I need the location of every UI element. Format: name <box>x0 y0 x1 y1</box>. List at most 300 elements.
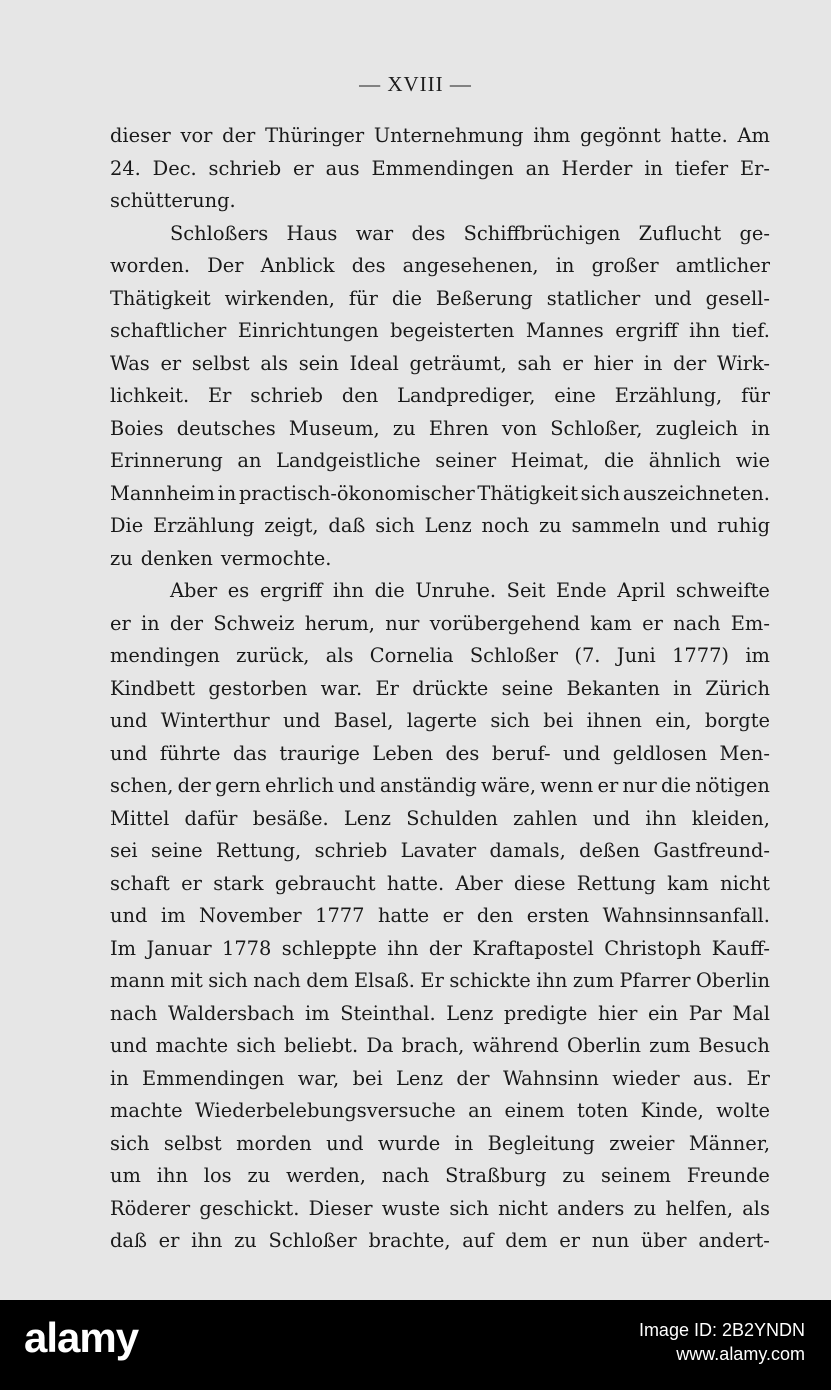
word: Oberlin <box>567 1034 641 1057</box>
word: ihn <box>645 806 677 830</box>
word: in <box>454 1131 474 1155</box>
word: in <box>555 254 575 277</box>
word: Schiffbrüchigen <box>463 221 621 245</box>
word: tief. <box>731 319 770 342</box>
word: beruf- <box>491 741 551 765</box>
brand-logo: alamy <box>24 1314 139 1361</box>
word: dafür <box>184 806 238 830</box>
word: schaftlicher <box>110 319 227 342</box>
word: Erzählung <box>153 514 255 537</box>
word: Lenz <box>446 1001 494 1025</box>
word: denken <box>140 546 213 570</box>
word: gebraucht <box>274 871 376 895</box>
word: vor <box>180 124 213 147</box>
word: Erinnerung <box>110 449 223 472</box>
word: an <box>237 449 262 472</box>
word: Par <box>688 1001 722 1025</box>
word: Unternehmung <box>373 124 524 147</box>
word: wäre, <box>480 774 537 797</box>
word: ergriff <box>615 319 678 342</box>
word: im <box>160 904 186 927</box>
word: April <box>617 579 666 602</box>
word: Mannheim <box>110 481 215 505</box>
word: geträumt, <box>409 351 507 375</box>
word: begeisterten <box>390 319 515 342</box>
word: kleiden, <box>691 806 770 830</box>
word: 1777 <box>315 904 365 927</box>
word: in <box>217 481 237 505</box>
word: Im <box>110 936 137 960</box>
word: schweifte <box>675 579 770 602</box>
text-line <box>110 250 770 283</box>
word: seine <box>501 676 554 700</box>
word: sich <box>449 1196 489 1220</box>
text-line <box>110 673 770 706</box>
word: wuste <box>381 1196 441 1220</box>
word: Rettung <box>576 871 656 895</box>
word: zu <box>633 1196 657 1220</box>
word: anders <box>557 1196 625 1220</box>
word: bei <box>352 1066 383 1090</box>
word: schickte <box>449 969 531 992</box>
word: gern <box>215 774 261 797</box>
word: er <box>158 1229 180 1252</box>
word: den <box>476 904 514 927</box>
word: Bekanten <box>566 676 660 700</box>
word: eine <box>554 384 596 407</box>
word: ihn <box>689 319 721 342</box>
word: der <box>428 936 463 960</box>
image-id: Image ID: 2B2YNDN <box>638 1320 805 1340</box>
word: selbst <box>191 351 250 375</box>
word: Schloßer, <box>550 416 643 440</box>
word: diese <box>513 871 566 895</box>
word: er <box>559 1229 580 1252</box>
word: Begleitung <box>487 1131 595 1155</box>
word: wenn <box>540 774 594 797</box>
word: Er <box>208 384 232 407</box>
text-line <box>110 1193 770 1226</box>
word: Emmendingen <box>142 1066 285 1090</box>
word: er <box>160 351 182 375</box>
text-line <box>110 608 770 641</box>
stock-footer-bar <box>0 1300 831 1390</box>
text-line <box>110 478 770 511</box>
word: Rettung, <box>215 839 302 862</box>
word: Freunde <box>686 1164 770 1187</box>
word: Steinthal. <box>340 1001 436 1025</box>
word: die <box>374 579 405 602</box>
word: Einrichtungen <box>237 319 379 342</box>
word: und <box>110 709 148 732</box>
text-line <box>110 1030 770 1063</box>
word: als <box>260 351 289 375</box>
word: ein <box>648 1001 679 1025</box>
word: auf <box>462 1229 494 1252</box>
word: Oberlin <box>696 969 770 992</box>
word: werden, <box>286 1164 366 1187</box>
text-line <box>110 803 770 836</box>
word: nun <box>591 1229 630 1252</box>
text-line <box>110 933 770 966</box>
word: Christoph <box>604 936 702 960</box>
word: Januar <box>146 936 212 960</box>
word: Men- <box>719 741 770 765</box>
word: ihnen <box>586 709 642 732</box>
word: sah <box>517 351 552 375</box>
word: seine <box>151 839 203 862</box>
word: zeigt, <box>264 514 319 537</box>
word: stark <box>213 871 264 895</box>
page-number: — XVIII — <box>359 72 472 96</box>
word: wirkenden, <box>224 286 335 310</box>
word: Wahnsinn <box>502 1066 599 1090</box>
word: schrieb <box>250 384 323 407</box>
word: gestorben <box>208 676 308 700</box>
text-line <box>110 998 770 1031</box>
word: Der <box>207 254 244 277</box>
word: morden <box>236 1131 312 1155</box>
word: dieser <box>110 124 171 147</box>
word: der <box>673 351 707 375</box>
word: ein, <box>655 709 692 732</box>
word: seiner <box>435 449 497 472</box>
word: kam <box>590 611 632 635</box>
word: deutsches <box>176 416 276 440</box>
word: daß <box>328 514 366 537</box>
word: hatte. <box>670 124 728 147</box>
word: drückte <box>412 676 489 700</box>
word: toten <box>576 1099 629 1122</box>
word: nicht <box>720 871 770 895</box>
word: an <box>468 1099 493 1122</box>
word: war, <box>297 1066 340 1090</box>
word: Zuflucht <box>638 221 722 245</box>
word: Aber <box>455 871 503 895</box>
word: machte <box>155 1034 229 1057</box>
word: lichkeit. <box>110 384 190 407</box>
word: ehrlich <box>264 774 334 797</box>
word: ähnlich <box>648 449 722 472</box>
word: und <box>654 286 692 310</box>
word: zahlen <box>513 806 578 830</box>
word: im <box>305 1001 330 1025</box>
word: Mal <box>732 1001 770 1025</box>
word: in <box>751 416 770 440</box>
word: er <box>562 351 583 375</box>
text-line <box>110 315 770 348</box>
word: Unruhe. <box>415 579 497 602</box>
word: kam <box>667 871 709 895</box>
word: Er- <box>739 156 770 180</box>
word: machte <box>110 1099 183 1122</box>
word: ihn <box>387 936 419 960</box>
word: Zürich <box>705 676 770 700</box>
word: schütterung. <box>110 189 236 212</box>
word: zum <box>572 969 614 992</box>
stock-info <box>639 1318 805 1366</box>
word: Lenz <box>396 1066 444 1090</box>
word: sei <box>110 839 138 862</box>
word: und <box>326 1131 364 1155</box>
word: traurige <box>279 741 360 765</box>
word: schrieb <box>314 839 388 862</box>
word: sich <box>236 1034 276 1057</box>
text-line <box>110 348 770 381</box>
word: es <box>227 579 250 602</box>
word: Waldersbach <box>168 1001 295 1025</box>
word: Elsaß. <box>353 969 415 992</box>
text-line <box>110 283 770 316</box>
word: herum, <box>304 611 375 635</box>
word: anständig <box>379 774 477 797</box>
word: nach <box>110 1001 158 1025</box>
word: und <box>669 514 708 537</box>
word: Er <box>375 676 399 700</box>
word: 1778 <box>222 936 272 960</box>
word: Juni <box>616 644 656 667</box>
word: Was <box>110 351 150 375</box>
word: an <box>525 156 550 180</box>
word: Mittel <box>110 806 170 830</box>
word: Schloßer <box>469 644 559 667</box>
word: Am <box>737 124 770 147</box>
word: das <box>233 741 267 765</box>
word: ihn <box>191 1229 223 1252</box>
word: deßen <box>579 839 640 862</box>
word: war <box>355 221 394 245</box>
word: im <box>745 644 770 667</box>
word: nach <box>673 611 721 635</box>
word: zum <box>649 1034 691 1057</box>
word: noch <box>481 514 530 537</box>
word: den <box>341 384 379 407</box>
word: Straßburg <box>445 1164 547 1187</box>
word: Schloßers <box>170 221 269 245</box>
word: des <box>351 254 386 277</box>
word: schleppte <box>281 936 377 960</box>
word: 1777) <box>672 644 729 667</box>
word: Beßerung <box>435 286 533 310</box>
word: Kindbett <box>110 676 196 700</box>
text-line <box>110 965 770 998</box>
word: aus. <box>692 1066 734 1090</box>
word: und <box>562 741 601 765</box>
word: sich <box>110 1131 150 1155</box>
word: war. <box>320 676 363 700</box>
word: geschickt. <box>199 1196 300 1220</box>
word: nur <box>385 611 420 635</box>
word: die <box>661 774 692 797</box>
word: brachte, <box>368 1229 451 1252</box>
word: zu <box>562 1164 586 1187</box>
word: Ende <box>556 579 607 602</box>
text-line <box>110 445 770 478</box>
word: sich <box>208 969 248 992</box>
word: selbst <box>163 1131 222 1155</box>
text-line <box>110 770 770 803</box>
word: als <box>325 644 354 667</box>
word: als <box>742 1196 770 1220</box>
word: dem <box>306 969 349 992</box>
word: Pfarrer <box>619 969 691 992</box>
word: practisch-ökonomischer <box>238 481 475 505</box>
text-line <box>110 575 770 608</box>
word: zu <box>392 416 416 440</box>
word: besäße. <box>252 806 329 830</box>
word: von <box>501 416 538 440</box>
word: Herder <box>561 156 633 180</box>
text-line <box>110 120 770 153</box>
word: sammeln <box>571 514 660 537</box>
word: er <box>181 871 202 895</box>
word: beliebt. <box>284 1034 359 1057</box>
word: Thätigkeit <box>477 481 579 505</box>
word: die <box>603 449 635 472</box>
word: Röderer <box>110 1196 191 1220</box>
text-line <box>110 738 770 771</box>
word: Da <box>366 1034 394 1057</box>
text-line <box>110 1128 770 1161</box>
word: Landgeistliche <box>276 449 421 472</box>
word: der <box>177 774 211 797</box>
word: auszeichneten. <box>622 481 770 505</box>
word: wieder <box>612 1066 680 1090</box>
word: Leben <box>372 741 434 765</box>
word: ihm <box>533 124 571 147</box>
word: Seit <box>506 579 546 602</box>
word: ihn <box>156 1164 188 1187</box>
word: los <box>203 1164 232 1187</box>
word: zu <box>234 1229 257 1252</box>
word: Museum, <box>288 416 380 440</box>
word: der <box>222 124 256 147</box>
text-line <box>110 185 770 218</box>
word: Die <box>110 514 144 537</box>
word: Schloßer <box>268 1229 357 1252</box>
word: vermochte. <box>220 546 332 570</box>
word: wolte <box>716 1099 770 1122</box>
word: Haus <box>286 221 338 245</box>
word: während <box>472 1034 559 1057</box>
word: nur <box>622 774 657 797</box>
word: Kraftapostel <box>472 936 594 960</box>
word: und <box>338 774 376 797</box>
text-line <box>110 900 770 933</box>
word: ihn <box>332 579 365 602</box>
word: Kinde, <box>640 1099 704 1122</box>
word: und <box>110 741 148 765</box>
word: Lenz <box>424 514 472 537</box>
word: Winterthur <box>160 709 270 732</box>
word: großer <box>591 254 659 277</box>
word: statlicher <box>546 286 641 310</box>
word: Männer, <box>688 1131 770 1155</box>
word: Mannes <box>525 319 604 342</box>
word: Besuch <box>698 1034 770 1057</box>
word: in <box>643 351 663 375</box>
text-line <box>110 640 770 673</box>
word: ruhig <box>717 514 770 537</box>
word: sein <box>298 351 339 375</box>
word: 24. <box>110 156 141 180</box>
word: des <box>445 741 480 765</box>
word: in <box>644 156 663 180</box>
text-line <box>110 705 770 738</box>
text-line <box>110 413 770 446</box>
text-line <box>110 218 770 251</box>
word: er <box>293 156 314 180</box>
word: Dec. <box>152 156 197 180</box>
word: hier <box>597 1001 638 1025</box>
word: mendingen <box>110 644 220 667</box>
word: Thüringer <box>265 124 365 147</box>
word: hier <box>593 351 634 375</box>
word: Basel, <box>333 709 394 732</box>
body-text <box>110 120 770 1258</box>
word: in <box>110 1066 129 1090</box>
word: brach, <box>401 1034 465 1057</box>
word: aus <box>325 156 360 180</box>
word: des <box>411 221 446 245</box>
word: schen, <box>110 774 174 797</box>
word: vorübergehend <box>429 611 580 635</box>
text-line <box>110 543 770 576</box>
text-line <box>110 1225 770 1258</box>
word: ihn <box>536 969 568 992</box>
word: zu <box>538 514 562 537</box>
word: Aber <box>170 579 218 602</box>
word: Er <box>746 1066 770 1090</box>
word: Schweiz <box>213 611 295 635</box>
text-line <box>110 380 770 413</box>
word: Anblick <box>260 254 335 277</box>
word: in <box>673 676 692 700</box>
word: hatte <box>377 904 430 927</box>
word: amtlicher <box>675 254 770 277</box>
word: er <box>442 904 464 927</box>
word: Ideal <box>349 351 399 375</box>
word: und <box>283 709 321 732</box>
word: lagerte <box>406 709 477 732</box>
word: in <box>140 611 160 635</box>
text-line <box>110 1160 770 1193</box>
word: Thätigkeit <box>110 286 211 310</box>
word: wie <box>735 449 770 472</box>
word: predigte <box>503 1001 588 1025</box>
word: der <box>456 1066 490 1090</box>
word: sich <box>375 514 415 537</box>
text-line <box>110 835 770 868</box>
word: die <box>391 286 422 310</box>
word: er <box>110 611 131 635</box>
word: dem <box>505 1229 548 1252</box>
word: um <box>110 1164 141 1187</box>
word: angesehenen, <box>402 254 539 277</box>
word: sich <box>490 709 530 732</box>
word: für <box>348 286 378 310</box>
word: (7. <box>574 644 601 667</box>
word: November <box>198 904 302 927</box>
word: schrieb <box>208 156 282 180</box>
word: er <box>597 774 619 797</box>
word: zweier <box>609 1131 675 1155</box>
word: Wirk- <box>716 351 770 375</box>
word: über <box>640 1229 687 1252</box>
word: Landprediger, <box>397 384 536 407</box>
word: und <box>110 1034 148 1057</box>
word: nötigen <box>695 774 770 797</box>
